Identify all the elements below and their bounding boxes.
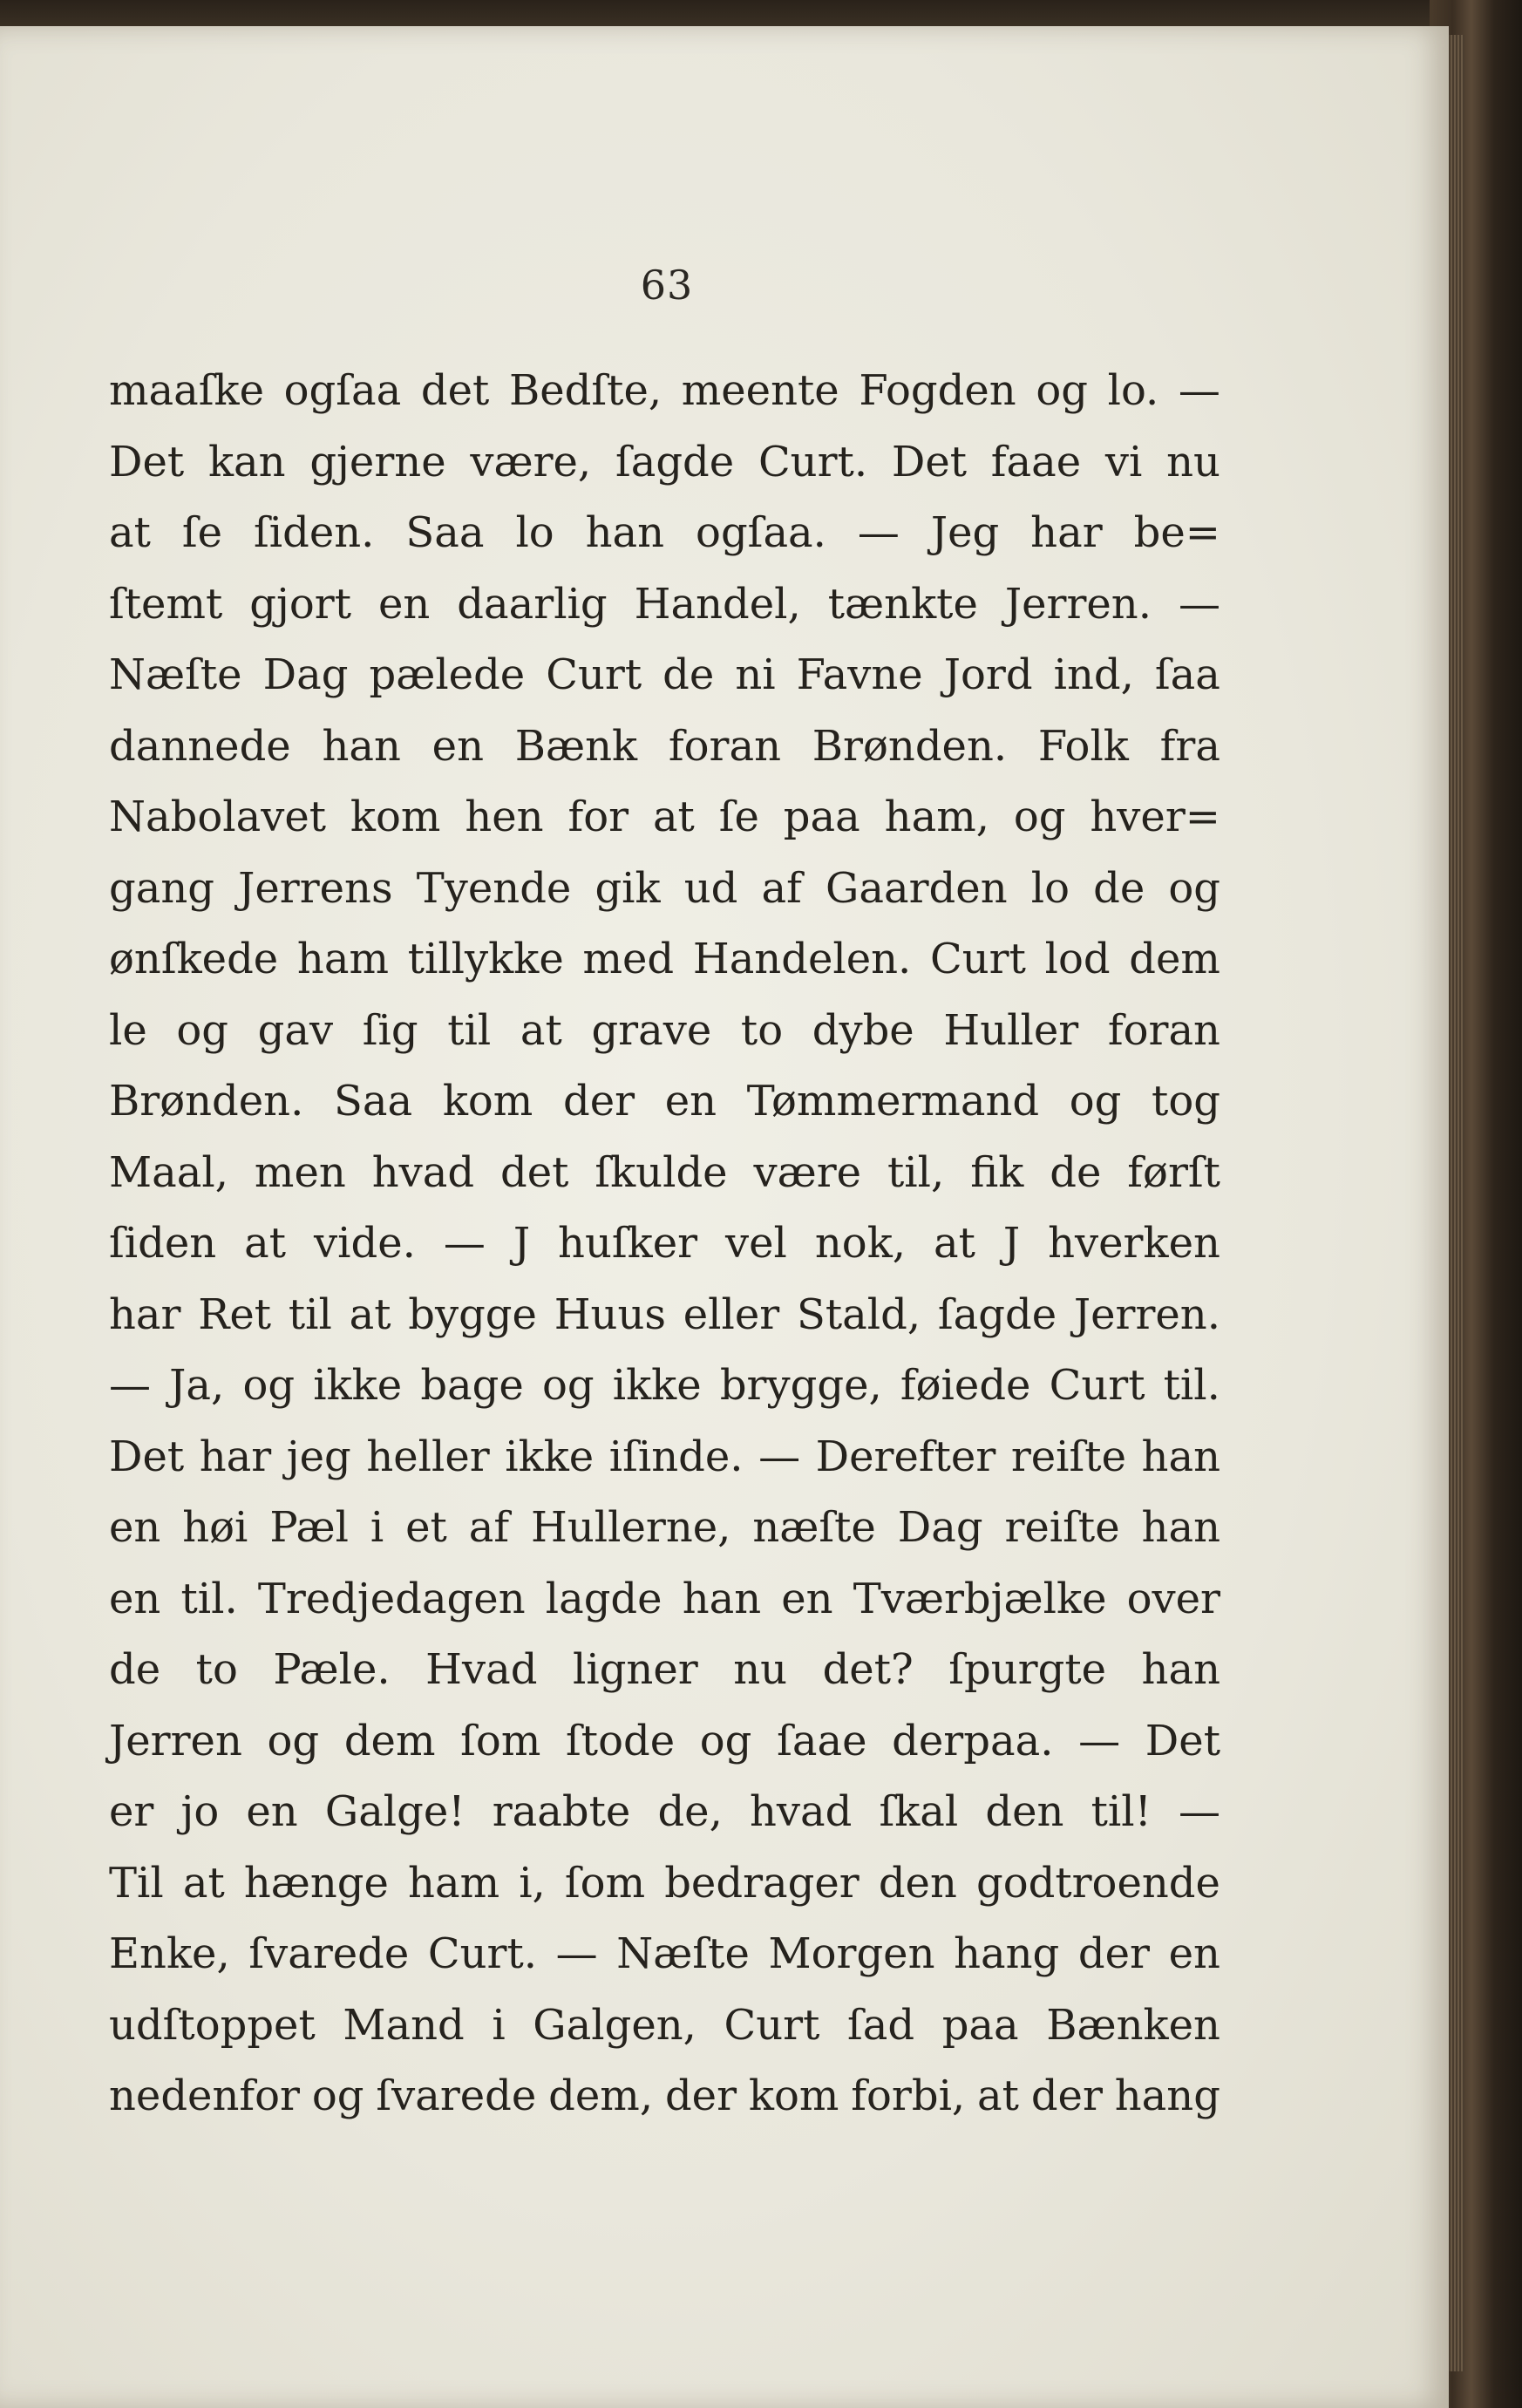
word: ſtemt xyxy=(109,579,223,629)
word: lod xyxy=(1044,935,1111,983)
word: jeg xyxy=(286,1432,351,1481)
word: Nabolavet xyxy=(109,792,327,841)
word: en xyxy=(1168,1929,1220,1978)
word: ønſkede xyxy=(109,935,279,983)
word: Ja, xyxy=(169,1361,225,1410)
word: Dag xyxy=(262,650,349,699)
word: Huus xyxy=(554,1289,667,1339)
word: Jeg xyxy=(930,508,1000,557)
word: to xyxy=(740,1005,784,1055)
word: de xyxy=(109,1645,161,1694)
word: Hvad xyxy=(425,1645,538,1694)
word: høi xyxy=(182,1503,248,1552)
word: en xyxy=(109,1503,161,1552)
word: iſinde. xyxy=(608,1432,744,1481)
word: vel xyxy=(725,1219,787,1268)
word: at xyxy=(182,1858,225,1908)
word: Bedſte, xyxy=(508,366,662,415)
word: Stald, xyxy=(796,1289,921,1339)
body-text xyxy=(109,366,1220,2143)
text-line xyxy=(109,580,1220,651)
word: at xyxy=(520,1005,562,1055)
word: heller xyxy=(366,1432,490,1481)
word: føiede xyxy=(900,1361,1031,1410)
word: har xyxy=(109,1289,181,1339)
word: Næſte xyxy=(616,1929,750,1978)
word: og xyxy=(1013,792,1066,841)
word: ikke xyxy=(505,1432,595,1481)
word: Curt xyxy=(546,650,642,699)
word: J xyxy=(513,1219,531,1268)
text-line xyxy=(109,1432,1220,1504)
word: over xyxy=(1126,1574,1220,1623)
word: to xyxy=(195,1645,238,1694)
word: Morgen xyxy=(768,1929,935,1978)
word: et xyxy=(405,1503,447,1552)
page-number: 63 xyxy=(640,262,694,309)
word: Jerren. xyxy=(1004,579,1152,629)
word: derpaa. xyxy=(892,1716,1054,1765)
word: Fogden xyxy=(859,366,1016,415)
word: næſte xyxy=(752,1503,876,1552)
word: eller xyxy=(683,1289,780,1339)
word: Jord xyxy=(943,650,1033,699)
word: til, xyxy=(887,1147,945,1197)
word: — xyxy=(443,1219,486,1268)
word: ind, xyxy=(1053,650,1134,699)
word: vide. xyxy=(314,1219,416,1268)
word: en xyxy=(664,1077,717,1126)
word: Galgen, xyxy=(533,2000,696,2050)
word: faae xyxy=(990,437,1082,486)
text-line xyxy=(109,1290,1220,1362)
word: en xyxy=(246,1787,298,1836)
word: Jerrens xyxy=(238,863,393,913)
word: nok, xyxy=(814,1219,907,1268)
word: og xyxy=(1036,366,1088,415)
word: ud xyxy=(683,863,738,913)
word: han xyxy=(1141,1432,1220,1481)
word: nedenfor xyxy=(109,2071,300,2120)
word: Curt xyxy=(1049,1361,1145,1410)
word: gang xyxy=(109,863,214,913)
word: Saa xyxy=(405,508,485,557)
word: og xyxy=(1069,1077,1122,1126)
word: og xyxy=(242,1361,296,1410)
word: ſaa xyxy=(1154,650,1220,699)
book-page xyxy=(0,26,1449,2408)
word: Brønden. xyxy=(812,721,1008,771)
word: ikke xyxy=(612,1361,702,1410)
word: — xyxy=(1178,1787,1220,1836)
word: Hullerne, xyxy=(531,1503,731,1552)
word: tog xyxy=(1152,1077,1220,1126)
word: og xyxy=(541,1361,595,1410)
text-line xyxy=(109,438,1220,509)
word: — xyxy=(555,1929,598,1978)
word: dem xyxy=(343,1716,436,1765)
word: — xyxy=(1178,579,1220,629)
word: ſpurgte xyxy=(948,1645,1107,1694)
text-line xyxy=(109,1929,1220,2001)
word: ham xyxy=(296,935,389,983)
word: og xyxy=(311,2071,364,2120)
word: Curt xyxy=(724,2000,820,2050)
text-line xyxy=(109,1859,1220,1930)
word: ſvarede xyxy=(248,1929,410,1978)
word: dannede xyxy=(109,721,291,771)
word: ſad xyxy=(846,2000,915,2050)
text-line xyxy=(109,1148,1220,1220)
text-line xyxy=(109,792,1220,864)
word: at xyxy=(934,1219,975,1268)
word: fik xyxy=(970,1147,1024,1197)
word: jo xyxy=(180,1787,220,1836)
text-line xyxy=(109,2071,1220,2143)
word: foran xyxy=(668,721,782,771)
word: Jerren. xyxy=(1073,1289,1220,1339)
word: ham xyxy=(408,1858,500,1908)
word: pælede xyxy=(369,650,526,699)
word: — xyxy=(857,508,900,557)
text-line xyxy=(109,1575,1220,1646)
text-line xyxy=(109,722,1220,793)
word: nu xyxy=(1166,437,1220,486)
word: — xyxy=(758,1432,801,1481)
word: i xyxy=(492,2000,506,2050)
word: Curt. xyxy=(427,1929,538,1978)
word: Derefter xyxy=(815,1432,996,1481)
word: hen xyxy=(465,792,544,841)
word: Galge! xyxy=(324,1787,465,1836)
text-line xyxy=(109,508,1220,580)
text-line xyxy=(109,1645,1220,1717)
word: lo xyxy=(1030,863,1070,913)
text-line xyxy=(109,1006,1220,1078)
word: ſagde xyxy=(937,1289,1057,1339)
word: meente xyxy=(681,366,839,415)
word: er xyxy=(109,1787,154,1836)
word: at xyxy=(349,1289,391,1339)
word: den xyxy=(878,1858,957,1908)
word: en xyxy=(781,1574,833,1623)
word: reiſte xyxy=(1004,1503,1120,1552)
word: be= xyxy=(1133,508,1220,557)
word: huſker xyxy=(558,1219,698,1268)
word: Næſte xyxy=(109,650,242,699)
text-line xyxy=(109,366,1220,438)
word: i, xyxy=(519,1858,546,1908)
word: hverken xyxy=(1048,1219,1220,1268)
word: Mand xyxy=(343,2000,465,2050)
word: J xyxy=(1002,1219,1021,1268)
word: af xyxy=(761,863,802,913)
word: Brønden. xyxy=(109,1077,304,1126)
word: en xyxy=(377,579,431,629)
word: grave xyxy=(591,1005,712,1055)
word: der xyxy=(664,2071,737,2120)
word: raabte xyxy=(492,1787,631,1836)
word: Jerren xyxy=(109,1716,242,1765)
word: dem, xyxy=(548,2071,654,2120)
word: den xyxy=(985,1787,1064,1836)
word: ni xyxy=(735,650,776,699)
word: ſvarede xyxy=(376,2071,537,2120)
word: han xyxy=(1141,1503,1220,1552)
word: tillykke xyxy=(407,935,564,983)
word: dybe xyxy=(812,1005,914,1055)
word: være xyxy=(753,1147,862,1197)
word: Favne xyxy=(796,650,923,699)
word: Folk xyxy=(1037,721,1129,771)
word: har xyxy=(199,1432,272,1481)
word: Tømmermand xyxy=(746,1077,1040,1126)
word: Saa xyxy=(334,1077,413,1126)
word: en xyxy=(109,1574,161,1623)
word: fra xyxy=(1159,721,1220,771)
word: og xyxy=(267,1716,320,1765)
word: kom xyxy=(350,792,441,841)
word: kom xyxy=(442,1077,533,1126)
word: han xyxy=(322,721,401,771)
word: Det xyxy=(891,437,968,486)
word: ogſaa xyxy=(283,366,402,415)
word: har xyxy=(1030,508,1103,557)
text-line xyxy=(109,650,1220,722)
word: de xyxy=(1050,1147,1102,1197)
word: og xyxy=(176,1005,229,1055)
word: førſt xyxy=(1127,1147,1220,1197)
text-line xyxy=(109,1787,1220,1859)
word: le xyxy=(109,1005,147,1055)
word: tænkte xyxy=(827,579,978,629)
word: til xyxy=(447,1005,492,1055)
word: ſiden xyxy=(109,1219,217,1268)
word: at xyxy=(244,1219,287,1268)
word: Bænken xyxy=(1046,2000,1220,2050)
text-line xyxy=(109,1077,1220,1148)
word: Det xyxy=(109,1432,185,1481)
word: nu xyxy=(733,1645,788,1694)
word: de xyxy=(662,650,715,699)
word: Maal, xyxy=(109,1147,228,1197)
word: han xyxy=(585,508,665,557)
word: — xyxy=(1178,366,1220,415)
word: ſe xyxy=(181,508,223,557)
text-line xyxy=(109,1503,1220,1575)
word: foran xyxy=(1107,1005,1220,1055)
word: Curt xyxy=(930,935,1026,983)
word: hvad xyxy=(371,1147,475,1197)
word: ſe xyxy=(718,792,759,841)
word: bedrager xyxy=(664,1858,860,1908)
word: for xyxy=(567,792,629,841)
word: Pæle. xyxy=(273,1645,391,1694)
word: og xyxy=(699,1716,752,1765)
word: hvad xyxy=(749,1787,853,1836)
text-line xyxy=(109,1361,1220,1432)
word: Ret xyxy=(198,1289,272,1339)
word: med xyxy=(582,935,675,983)
word: han xyxy=(682,1574,762,1623)
word: der xyxy=(562,1077,635,1126)
word: hang xyxy=(954,1929,1060,1978)
word: ikke xyxy=(313,1361,403,1410)
word: reiſte xyxy=(1010,1432,1126,1481)
word: udſtoppet xyxy=(109,2000,316,2050)
word: dem xyxy=(1129,935,1220,983)
word: hang xyxy=(1114,2071,1220,2120)
word: til xyxy=(288,1289,332,1339)
word: til! xyxy=(1091,1787,1152,1836)
word: hænge xyxy=(243,1858,389,1908)
text-line xyxy=(109,1219,1220,1290)
word: Pæl xyxy=(269,1503,349,1552)
word: Handelen. xyxy=(692,935,912,983)
word: af xyxy=(468,1503,510,1552)
word: være, xyxy=(470,437,592,486)
word: det? xyxy=(822,1645,914,1694)
word: Dag xyxy=(897,1503,983,1552)
word: det xyxy=(420,366,490,415)
text-line xyxy=(109,2001,1220,2072)
word: ſkal xyxy=(879,1787,959,1836)
word: gav xyxy=(257,1005,334,1055)
word: bygge xyxy=(408,1289,537,1339)
word: at xyxy=(652,792,695,841)
word: det xyxy=(499,1147,569,1197)
word: lagde xyxy=(545,1574,662,1623)
word: Handel, xyxy=(634,579,801,629)
word: ſaae xyxy=(777,1716,867,1765)
word: vi xyxy=(1104,437,1143,486)
word: — xyxy=(1078,1716,1121,1765)
word: lo. xyxy=(1107,366,1159,415)
word: brygge, xyxy=(719,1361,882,1410)
word: Enke, xyxy=(109,1929,230,1978)
word: Tyende xyxy=(416,863,572,913)
word: Det xyxy=(1145,1716,1220,1765)
word: lo xyxy=(515,508,554,557)
text-line xyxy=(109,864,1220,935)
word: ſtode xyxy=(566,1716,676,1765)
word: Curt. xyxy=(758,437,868,486)
word: Til xyxy=(109,1858,164,1908)
word: ogſaa. xyxy=(696,508,826,557)
word: paa xyxy=(941,2000,1019,2050)
word: til. xyxy=(1163,1361,1220,1410)
word: en xyxy=(431,721,484,771)
word: der xyxy=(1077,1929,1150,1978)
word: i xyxy=(370,1503,384,1552)
word: Det xyxy=(109,437,185,486)
word: ſig xyxy=(362,1005,418,1055)
word: forbi, xyxy=(851,2071,966,2120)
word: ligner xyxy=(573,1645,698,1694)
word: gjort xyxy=(249,579,351,629)
word: Tredjedagen xyxy=(257,1574,526,1623)
word: ſom xyxy=(460,1716,541,1765)
word: gik xyxy=(595,863,661,913)
word: til. xyxy=(180,1574,238,1623)
word: ſom xyxy=(564,1858,646,1908)
text-line xyxy=(109,1717,1220,1788)
word: kan xyxy=(207,437,286,486)
word: ſiden. xyxy=(253,508,375,557)
word: paa xyxy=(783,792,860,841)
word: at xyxy=(109,508,151,557)
word: bage xyxy=(420,1361,524,1410)
word: de xyxy=(1093,863,1145,913)
word: og xyxy=(1168,863,1220,913)
word: kom xyxy=(748,2071,839,2120)
word: godtroende xyxy=(975,1858,1220,1908)
word: at xyxy=(977,2071,1019,2120)
word: de, xyxy=(657,1787,723,1836)
word: hver= xyxy=(1090,792,1220,841)
word: gjerne xyxy=(309,437,446,486)
word: ſagde xyxy=(615,437,735,486)
word: han xyxy=(1141,1645,1220,1694)
word: maaſke xyxy=(109,366,265,415)
word: Gaarden xyxy=(826,863,1008,913)
word: men xyxy=(254,1147,346,1197)
word: daarlig xyxy=(457,579,608,629)
word: Bænk xyxy=(514,721,638,771)
word: ham, xyxy=(884,792,989,841)
text-line xyxy=(109,935,1220,1006)
word: Huller xyxy=(943,1005,1079,1055)
word: ſkulde xyxy=(595,1147,728,1197)
word: Tværbjælke xyxy=(853,1574,1107,1623)
word: — xyxy=(109,1361,151,1410)
word: der xyxy=(1030,2071,1103,2120)
